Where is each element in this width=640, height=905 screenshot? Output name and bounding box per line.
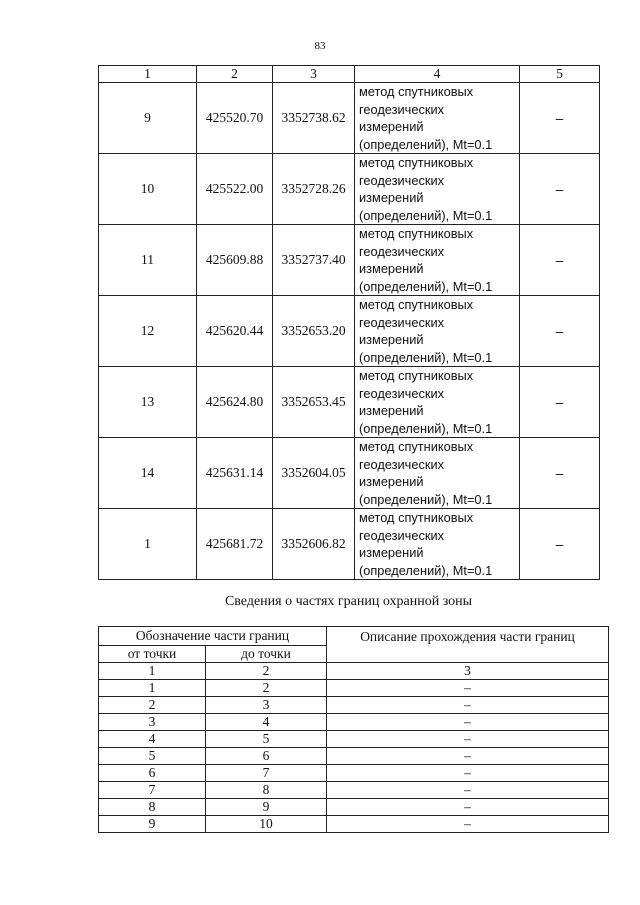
coordinate-x: 425681.72 — [197, 509, 273, 580]
coordinate-x: 425520.70 — [197, 83, 273, 154]
table-row — [99, 697, 609, 714]
table-row — [99, 83, 600, 154]
table-row — [99, 714, 609, 731]
note-cell: – — [520, 154, 600, 225]
point-number: 14 — [99, 438, 197, 509]
coordinate-y: 3352738.62 — [273, 83, 355, 154]
coordinate-y: 3352728.26 — [273, 154, 355, 225]
boundary-description: – — [327, 748, 609, 765]
table-row — [99, 799, 609, 816]
column-number-header: 4 — [355, 66, 520, 83]
coordinate-x: 425624.80 — [197, 367, 273, 438]
table-row — [99, 296, 600, 367]
point-number: 10 — [99, 154, 197, 225]
column-number-header: 3 — [273, 66, 355, 83]
to-point: 10 — [206, 816, 327, 833]
from-point: 4 — [99, 731, 206, 748]
from-point: 1 — [99, 680, 206, 697]
measurement-method: метод спутниковых геодезических измерений (определений), Mt=0.1 — [355, 438, 520, 509]
boundary-description: – — [327, 799, 609, 816]
coordinates-table — [98, 65, 600, 580]
measurement-method: метод спутниковых геодезических измерений (определений), Mt=0.1 — [355, 296, 520, 367]
coordinate-y: 3352606.82 — [273, 509, 355, 580]
from-point: 7 — [99, 782, 206, 799]
table-row — [99, 680, 609, 697]
measurement-method: метод спутниковых геодезических измерений (определений), Mt=0.1 — [355, 225, 520, 296]
from-point: 6 — [99, 765, 206, 782]
from-point: 9 — [99, 816, 206, 833]
to-point: 5 — [206, 731, 327, 748]
measurement-method: метод спутниковых геодезических измерений (определений), Mt=0.1 — [355, 509, 520, 580]
coordinate-y: 3352653.45 — [273, 367, 355, 438]
table-row — [99, 731, 609, 748]
coordinate-y: 3352737.40 — [273, 225, 355, 296]
column-number-row — [99, 663, 609, 680]
coordinates-header-row — [99, 66, 600, 83]
column-number-header: 1 — [99, 66, 197, 83]
page-number: 83 — [314, 40, 326, 52]
point-number: 9 — [99, 83, 197, 154]
note-cell: – — [520, 438, 600, 509]
from-point-header: от точки — [99, 646, 206, 663]
to-point: 9 — [206, 799, 327, 816]
boundary-description-header: Описание прохождения части границ — [327, 627, 609, 663]
boundary-description: – — [327, 697, 609, 714]
table-row — [99, 816, 609, 833]
coordinate-y: 3352604.05 — [273, 438, 355, 509]
note-cell: – — [520, 509, 600, 580]
boundary-description: – — [327, 782, 609, 799]
note-cell: – — [520, 225, 600, 296]
coordinate-x: 425522.00 — [197, 154, 273, 225]
from-point: 2 — [99, 697, 206, 714]
column-number-header: 1 — [99, 663, 206, 680]
boundary-description: – — [327, 714, 609, 731]
table-row — [99, 509, 600, 580]
coordinate-y: 3352653.20 — [273, 296, 355, 367]
point-number: 12 — [99, 296, 197, 367]
to-point: 6 — [206, 748, 327, 765]
table-row — [99, 782, 609, 799]
table-row — [99, 765, 609, 782]
table-row — [99, 438, 600, 509]
boundary-description: – — [327, 680, 609, 697]
coordinate-x: 425609.88 — [197, 225, 273, 296]
to-point: 4 — [206, 714, 327, 731]
note-cell: – — [520, 83, 600, 154]
from-point: 5 — [99, 748, 206, 765]
table-row — [99, 154, 600, 225]
column-number-header: 2 — [197, 66, 273, 83]
to-point: 2 — [206, 680, 327, 697]
note-cell: – — [520, 367, 600, 438]
to-point: 8 — [206, 782, 327, 799]
column-number-header: 2 — [206, 663, 327, 680]
point-number: 1 — [99, 509, 197, 580]
section-title: Сведения о частях границ охранной зоны — [224, 594, 473, 609]
to-point: 3 — [206, 697, 327, 714]
boundary-description: – — [327, 731, 609, 748]
from-point: 3 — [99, 714, 206, 731]
note-cell: – — [520, 296, 600, 367]
column-number-header: 5 — [520, 66, 600, 83]
point-number: 11 — [99, 225, 197, 296]
to-point: 7 — [206, 765, 327, 782]
boundary-parts-table — [98, 626, 609, 833]
point-number: 13 — [99, 367, 197, 438]
measurement-method: метод спутниковых геодезических измерений (определений), Mt=0.1 — [355, 83, 520, 154]
coordinate-x: 425631.14 — [197, 438, 273, 509]
from-point: 8 — [99, 799, 206, 816]
table-row — [99, 225, 600, 296]
boundary-part-designation-header: Обозначение части границ — [99, 627, 327, 646]
to-point-header: до точки — [206, 646, 327, 663]
column-number-header: 3 — [327, 663, 609, 680]
boundary-description: – — [327, 765, 609, 782]
boundary-description: – — [327, 816, 609, 833]
measurement-method: метод спутниковых геодезических измерений (определений), Mt=0.1 — [355, 367, 520, 438]
measurement-method: метод спутниковых геодезических измерений (определений), Mt=0.1 — [355, 154, 520, 225]
table-row — [99, 748, 609, 765]
table-row — [99, 367, 600, 438]
coordinate-x: 425620.44 — [197, 296, 273, 367]
